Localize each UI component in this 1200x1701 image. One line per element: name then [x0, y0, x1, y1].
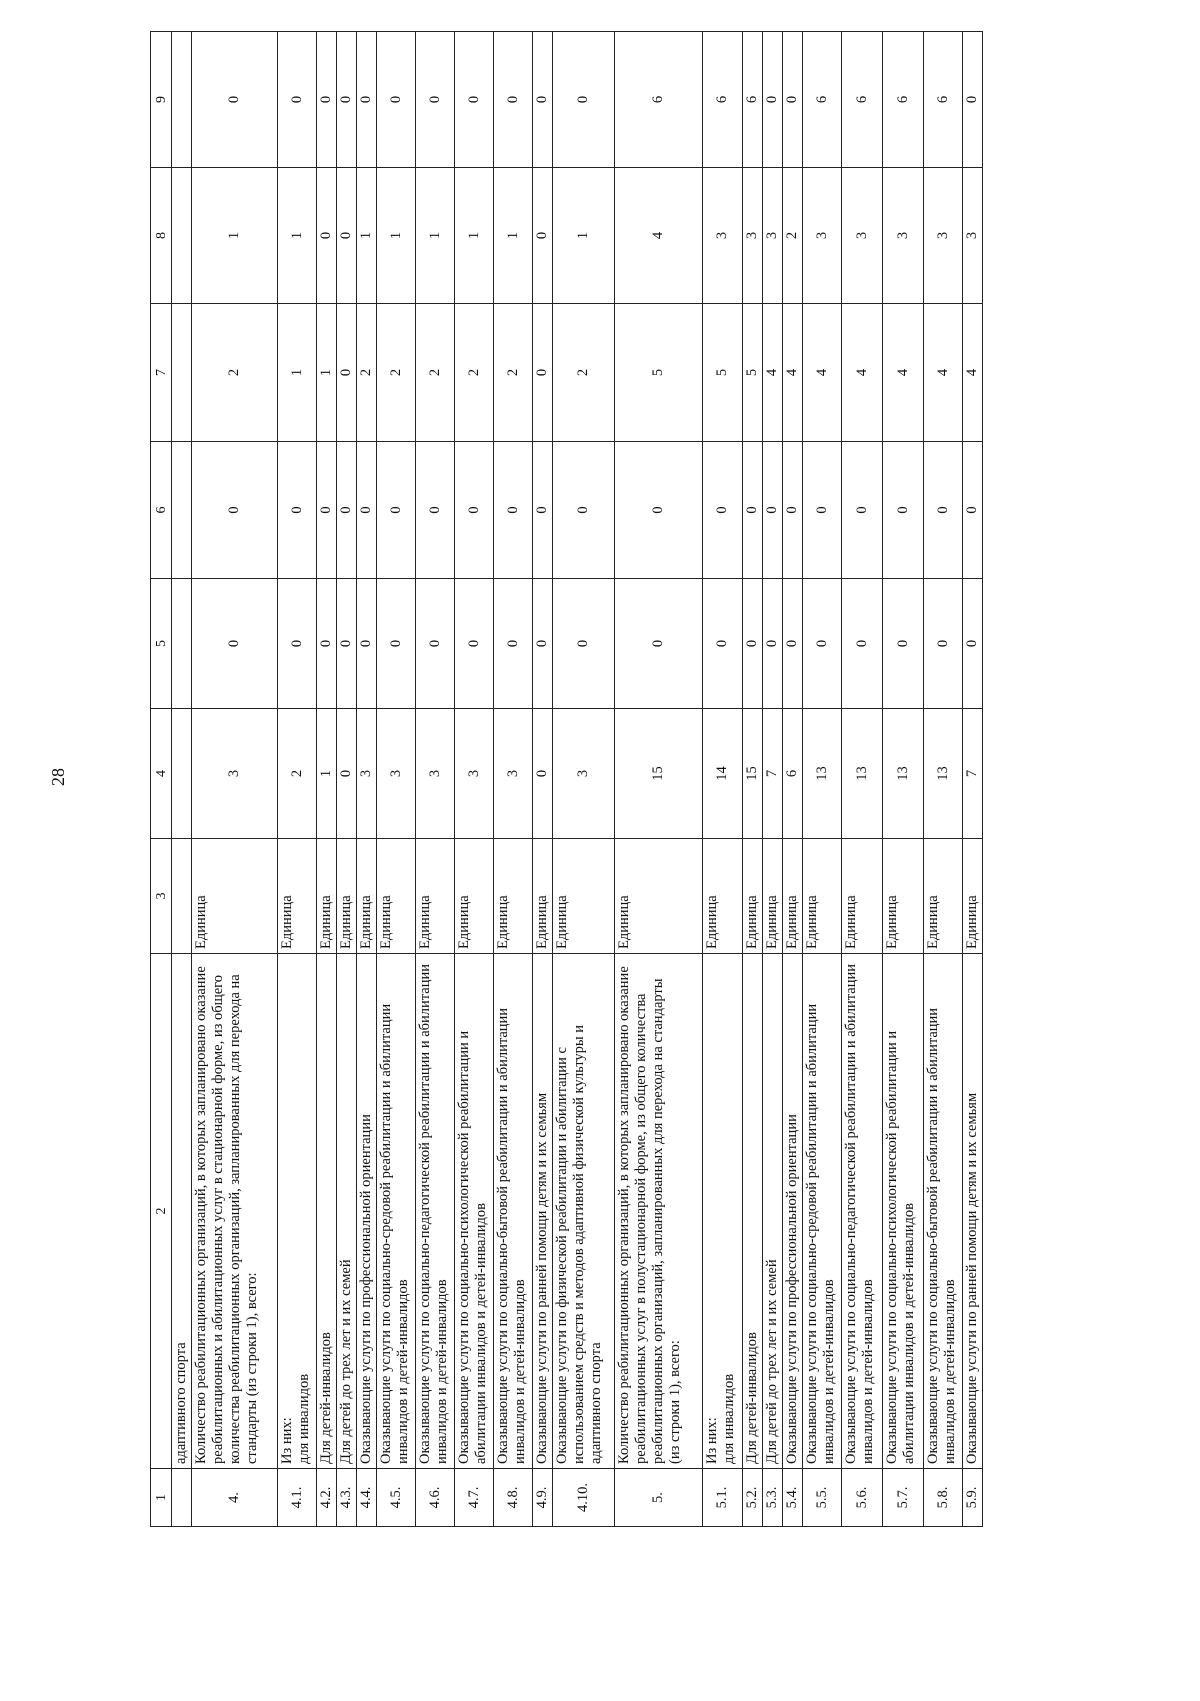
row-unit: Единица: [278, 839, 317, 954]
row-value: 0: [924, 442, 963, 579]
row-unit: Единица: [842, 839, 883, 954]
row-description: Для детей-инвалидов: [743, 954, 763, 1469]
row-description: Оказывающие услуги по социально-бытовой реабилитации и абилитации инвалидов и детей-инвалидов: [494, 954, 533, 1469]
table-row: [803, 32, 842, 1527]
row-value: 3: [494, 709, 533, 839]
row-value: 2: [192, 304, 278, 442]
row-value: 0: [317, 168, 337, 304]
row-value: 13: [842, 709, 883, 839]
row-value: 0: [783, 442, 803, 579]
column-header: 2: [151, 954, 172, 1469]
row-unit: Единица: [533, 839, 553, 954]
row-value: 3: [416, 709, 455, 839]
row-value: 0: [337, 304, 357, 442]
row-value: 6: [615, 32, 703, 168]
column-header: 5: [151, 579, 172, 709]
row-value: 0: [533, 709, 553, 839]
row-description: Оказывающие услуги по социально-педагогической реабилитации и абилитации инвалидов и детей-инвалидов: [842, 954, 883, 1469]
row-value: 0: [743, 442, 763, 579]
table-row: [842, 32, 883, 1527]
row-value: 15: [615, 709, 703, 839]
row-value: 0: [553, 442, 615, 579]
row-value: [172, 168, 192, 304]
page-number: 28: [48, 768, 68, 786]
row-value: 1: [494, 168, 533, 304]
row-value: 0: [842, 442, 883, 579]
row-value: 0: [278, 442, 317, 579]
row-value: 0: [317, 442, 337, 579]
row-value: 4: [842, 304, 883, 442]
column-header: 4: [151, 709, 172, 839]
row-value: 6: [803, 32, 842, 168]
row-value: [172, 442, 192, 579]
row-number: [172, 1469, 192, 1527]
row-number: 5.9.: [963, 1469, 983, 1527]
row-value: 0: [416, 442, 455, 579]
row-value: 6: [703, 32, 743, 168]
row-value: 0: [416, 32, 455, 168]
column-header: 9: [151, 32, 172, 168]
row-value: 5: [615, 304, 703, 442]
row-unit: Единица: [494, 839, 533, 954]
row-value: 0: [192, 442, 278, 579]
row-value: 0: [357, 442, 377, 579]
row-value: 0: [615, 579, 703, 709]
row-value: 0: [357, 32, 377, 168]
row-value: 1: [377, 168, 416, 304]
row-value: 3: [357, 709, 377, 839]
rotated-table-container: [150, 32, 1047, 1527]
row-number: 5.7.: [883, 1469, 924, 1527]
row-unit: Единица: [553, 839, 615, 954]
row-unit: Единица: [703, 839, 743, 954]
table-row: [357, 32, 377, 1527]
table-row: [743, 32, 763, 1527]
row-description: Оказывающие услуги по ранней помощи детям и их семьям: [963, 954, 983, 1469]
row-unit: Единица: [763, 839, 783, 954]
row-unit: [172, 839, 192, 954]
row-number: 4.10.: [553, 1469, 615, 1527]
row-value: 6: [924, 32, 963, 168]
table-body: [151, 32, 983, 1527]
row-value: 6: [783, 709, 803, 839]
row-value: [172, 32, 192, 168]
row-value: 0: [803, 579, 842, 709]
row-unit: Единица: [317, 839, 337, 954]
row-value: 3: [703, 168, 743, 304]
row-number: 4.5.: [377, 1469, 416, 1527]
row-value: 0: [783, 32, 803, 168]
row-value: 0: [192, 32, 278, 168]
row-number: 4.1.: [278, 1469, 317, 1527]
row-value: 6: [743, 32, 763, 168]
row-value: 0: [317, 32, 337, 168]
row-value: 0: [883, 579, 924, 709]
row-value: 0: [615, 442, 703, 579]
row-number: 4.8.: [494, 1469, 533, 1527]
row-number: 5.8.: [924, 1469, 963, 1527]
row-unit: Единица: [615, 839, 703, 954]
row-value: 0: [963, 579, 983, 709]
row-value: 0: [803, 442, 842, 579]
row-value: 4: [615, 168, 703, 304]
row-value: 15: [743, 709, 763, 839]
row-value: 3: [192, 709, 278, 839]
row-value: 1: [317, 709, 337, 839]
row-value: 4: [963, 304, 983, 442]
row-value: 0: [494, 32, 533, 168]
row-value: 2: [494, 304, 533, 442]
row-value: 4: [763, 304, 783, 442]
row-value: 4: [783, 304, 803, 442]
row-value: 6: [842, 32, 883, 168]
row-value: 3: [803, 168, 842, 304]
row-description: Из них: для инвалидов: [703, 954, 743, 1469]
row-value: [172, 304, 192, 442]
row-value: 0: [924, 579, 963, 709]
row-unit: Единица: [743, 839, 763, 954]
row-value: 7: [963, 709, 983, 839]
table-row: [763, 32, 783, 1527]
row-description: Оказывающие услуги по профессиональной ориентации: [357, 954, 377, 1469]
row-description: Для детей-инвалидов: [317, 954, 337, 1469]
row-value: 0: [963, 32, 983, 168]
row-value: 13: [924, 709, 963, 839]
row-unit: Единица: [924, 839, 963, 954]
row-value: 0: [377, 579, 416, 709]
row-description: Оказывающие услуги по социально-психологической реабилитации и абилитации инвалидов и детей-инвалидов: [455, 954, 494, 1469]
row-value: 3: [743, 168, 763, 304]
row-value: 1: [357, 168, 377, 304]
column-header: 8: [151, 168, 172, 304]
row-description: Оказывающие услуги по социально-бытовой реабилитации и абилитации инвалидов и детей-инвалидов: [924, 954, 963, 1469]
row-value: 13: [803, 709, 842, 839]
row-value: 0: [783, 579, 803, 709]
row-number: 4.9.: [533, 1469, 553, 1527]
row-value: 0: [743, 579, 763, 709]
row-value: 0: [703, 442, 743, 579]
row-value: 0: [533, 168, 553, 304]
table-row: [533, 32, 553, 1527]
row-value: 1: [553, 168, 615, 304]
row-value: 0: [416, 579, 455, 709]
row-value: 4: [924, 304, 963, 442]
row-unit: Единица: [192, 839, 278, 954]
table-row: [553, 32, 615, 1527]
row-number: 5.2.: [743, 1469, 763, 1527]
row-value: [172, 709, 192, 839]
row-description: Количество реабилитационных организаций, в которых запланировано оказание реабилитационных и абилитационных услуг в стационарной форме, из общего количества реабилитационных организаций, запланированных для перехода на стандарты (из строки 1), всего:: [192, 954, 278, 1469]
row-value: 0: [192, 579, 278, 709]
table-row: [455, 32, 494, 1527]
table-row: [416, 32, 455, 1527]
row-value: 0: [377, 32, 416, 168]
row-value: 0: [278, 32, 317, 168]
row-value: 1: [416, 168, 455, 304]
row-value: 0: [455, 32, 494, 168]
row-value: 3: [763, 168, 783, 304]
row-value: 0: [455, 579, 494, 709]
row-value: 0: [763, 579, 783, 709]
row-description: Оказывающие услуги по ранней помощи детям и их семьям: [533, 954, 553, 1469]
row-unit: Единица: [803, 839, 842, 954]
row-unit: Единица: [783, 839, 803, 954]
row-value: 0: [337, 709, 357, 839]
row-number: 4.2.: [317, 1469, 337, 1527]
row-number: 4.6.: [416, 1469, 455, 1527]
row-value: 14: [703, 709, 743, 839]
row-value: 0: [494, 579, 533, 709]
row-number: 5.4.: [783, 1469, 803, 1527]
row-value: 0: [533, 304, 553, 442]
row-value: 1: [192, 168, 278, 304]
row-unit: Единица: [377, 839, 416, 954]
row-value: 3: [924, 168, 963, 304]
row-description: Оказывающие услуги по социально-средовой реабилитации и абилитации инвалидов и детей-инвалидов: [377, 954, 416, 1469]
row-value: 0: [337, 442, 357, 579]
row-description: Оказывающие услуги по социально-педагогической реабилитации и абилитации инвалидов и детей-инвалидов: [416, 954, 455, 1469]
row-value: 0: [553, 32, 615, 168]
row-value: 2: [553, 304, 615, 442]
row-number: 5.1.: [703, 1469, 743, 1527]
row-description: Оказывающие услуги по физической реабилитации и абилитации с использованием средств и методов адаптивной физической культуры и адаптивного спорта: [553, 954, 615, 1469]
row-unit: Единица: [337, 839, 357, 954]
row-unit: Единица: [455, 839, 494, 954]
row-value: 0: [494, 442, 533, 579]
row-value: 3: [553, 709, 615, 839]
table-row: [783, 32, 803, 1527]
row-value: 0: [763, 32, 783, 168]
table-row: [703, 32, 743, 1527]
row-value: 0: [842, 579, 883, 709]
row-value: 0: [533, 32, 553, 168]
row-number: 4.4.: [357, 1469, 377, 1527]
row-value: 3: [963, 168, 983, 304]
row-value: 6: [883, 32, 924, 168]
row-number: 4.3.: [337, 1469, 357, 1527]
row-value: 0: [963, 442, 983, 579]
row-description: Для детей до трех лет и их семей: [337, 954, 357, 1469]
row-value: 4: [803, 304, 842, 442]
row-value: 2: [416, 304, 455, 442]
table-row: [278, 32, 317, 1527]
row-value: 5: [743, 304, 763, 442]
row-value: 0: [703, 579, 743, 709]
row-value: 1: [278, 168, 317, 304]
statistics-table: [150, 31, 983, 1527]
row-value: 0: [553, 579, 615, 709]
row-value: 7: [763, 709, 783, 839]
row-description: адаптивного спорта: [172, 954, 192, 1469]
table-row: [924, 32, 963, 1527]
row-unit: Единица: [357, 839, 377, 954]
row-value: 5: [703, 304, 743, 442]
column-header: 1: [151, 1469, 172, 1527]
row-number: 4.: [192, 1469, 278, 1527]
row-value: 2: [278, 709, 317, 839]
row-number: 4.7.: [455, 1469, 494, 1527]
table-row: [192, 32, 278, 1527]
row-value: 1: [317, 304, 337, 442]
row-value: 0: [533, 442, 553, 579]
row-value: 0: [533, 579, 553, 709]
row-number: 5.: [615, 1469, 703, 1527]
row-value: 0: [278, 579, 317, 709]
row-value: [172, 579, 192, 709]
row-value: 3: [842, 168, 883, 304]
row-value: 2: [783, 168, 803, 304]
row-value: 4: [883, 304, 924, 442]
row-description: Оказывающие услуги по социально-психологической реабилитации и абилитации инвалидов и детей-инвалидов: [883, 954, 924, 1469]
row-unit: Единица: [416, 839, 455, 954]
row-unit: Единица: [883, 839, 924, 954]
row-value: 0: [883, 442, 924, 579]
row-value: 0: [317, 579, 337, 709]
column-header: 3: [151, 839, 172, 954]
row-value: 0: [455, 442, 494, 579]
row-description: Оказывающие услуги по социально-средовой реабилитации и абилитации инвалидов и детей-инвалидов: [803, 954, 842, 1469]
row-value: 1: [278, 304, 317, 442]
table-row: [883, 32, 924, 1527]
table-row: [963, 32, 983, 1527]
row-value: 0: [357, 579, 377, 709]
row-value: 0: [337, 579, 357, 709]
row-number: 5.3.: [763, 1469, 783, 1527]
row-value: 0: [337, 168, 357, 304]
row-value: 3: [377, 709, 416, 839]
row-value: 0: [763, 442, 783, 579]
column-header: 6: [151, 442, 172, 579]
row-description: Для детей до трех лет и их семей: [763, 954, 783, 1469]
row-description: Из них: для инвалидов: [278, 954, 317, 1469]
table-row: [494, 32, 533, 1527]
row-value: 13: [883, 709, 924, 839]
row-value: 2: [377, 304, 416, 442]
row-value: 0: [377, 442, 416, 579]
header-row: [151, 32, 172, 1527]
table-row: [377, 32, 416, 1527]
row-description: Количество реабилитационных организаций, в которых запланировано оказание реабилитационных услуг в полустационарной форме, из общего количества реабилитационных организаций, запланированных для перехода на стандарты (из строки 1), всего:: [615, 954, 703, 1469]
table-row: [615, 32, 703, 1527]
row-value: 2: [455, 304, 494, 442]
table-row: [317, 32, 337, 1527]
row-value: 1: [455, 168, 494, 304]
table-row: [337, 32, 357, 1527]
column-header: 7: [151, 304, 172, 442]
row-unit: Единица: [963, 839, 983, 954]
row-value: 3: [883, 168, 924, 304]
row-value: 3: [455, 709, 494, 839]
row-number: 5.6.: [842, 1469, 883, 1527]
table-row: [172, 32, 192, 1527]
row-value: 2: [357, 304, 377, 442]
row-description: Оказывающие услуги по профессиональной ориентации: [783, 954, 803, 1469]
row-value: 0: [337, 32, 357, 168]
row-number: 5.5.: [803, 1469, 842, 1527]
